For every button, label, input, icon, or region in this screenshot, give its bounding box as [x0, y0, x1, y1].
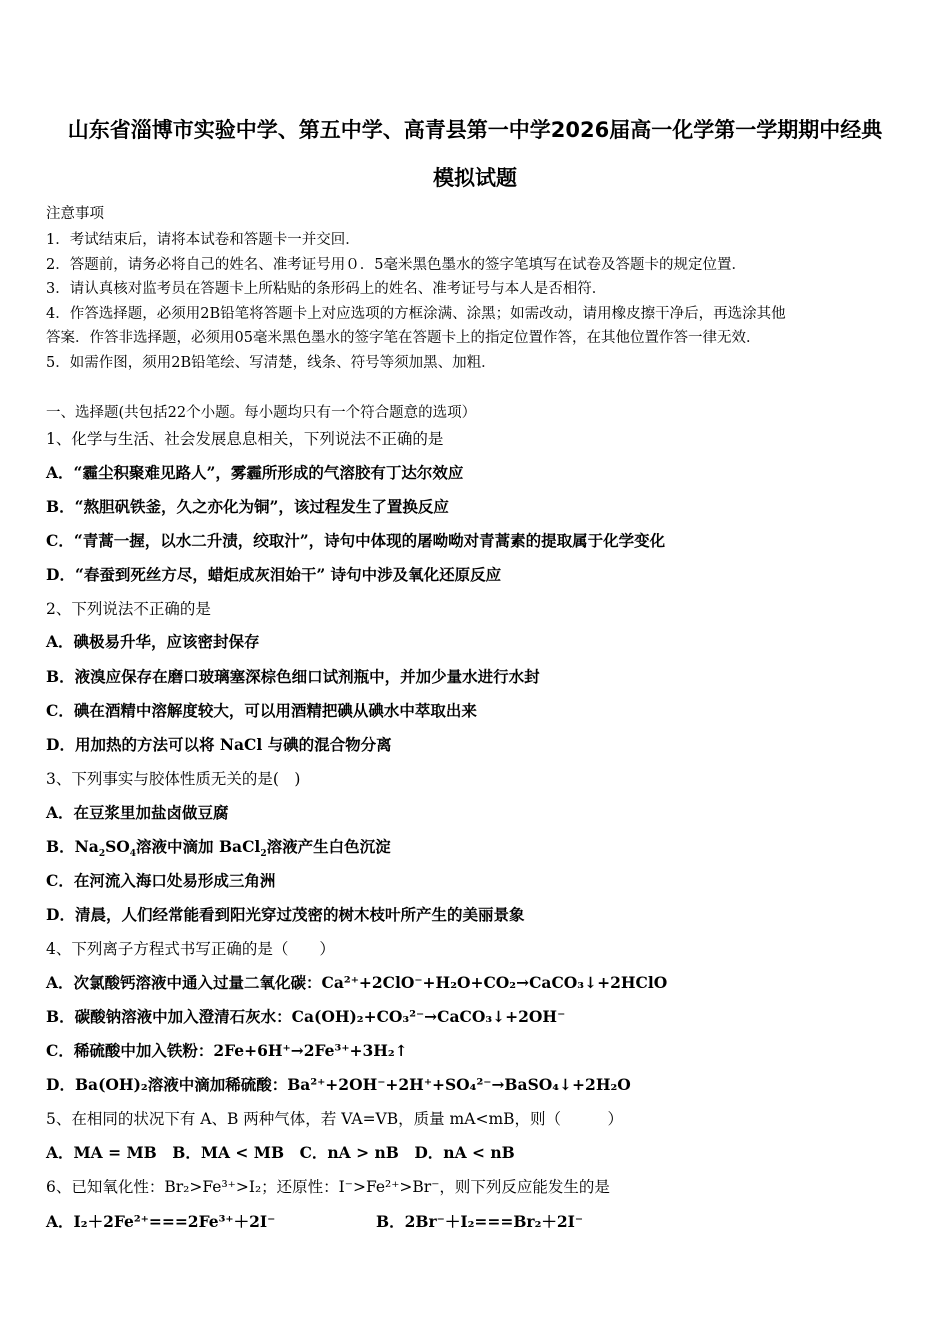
notice-item-5: 5．如需作图，须用2B铅笔绘、写清楚，线条、符号等须加黑、加粗． — [46, 355, 496, 371]
q2-option-a: A．碘极易升华，应该密封保存 — [46, 632, 260, 651]
q2-option-c: C．碘在酒精中溶解度较大，可以用酒精把碘从碘水中萃取出来 — [46, 701, 477, 720]
q2-stem: 2、下列说法不正确的是 — [46, 600, 211, 618]
q3-stem: 3、下列事实与胶体性质无关的是( ) — [46, 770, 301, 788]
q3-option-d: D．清晨，人们经常能看到阳光穿过茂密的树木枝叶所产生的美丽景象 — [46, 905, 525, 924]
notice-heading: 注意事项 — [46, 206, 104, 222]
q6-option-b: B．2Br⁻＋I₂===Br₂＋2I⁻ — [376, 1212, 584, 1231]
q4-option-d: D．Ba(OH)₂溶液中滴加稀硫酸：Ba²⁺+2OH⁻+2H⁺+SO₄²⁻→BaSO₄↓+2H₂O — [46, 1075, 631, 1094]
notice-item-4-cont: 答案．作答非选择题，必须用05毫米黑色墨水的签字笔在答题卡上的指定位置作答，在其他位置作答一律无效． — [46, 330, 761, 346]
q1-option-c: C．“青蒿一握，以水二升渍，绞取汁”，诗句中体现的屠呦呦对青蒿素的提取属于化学变化 — [46, 531, 666, 550]
q5-stem: 5、在相同的状况下有 A、B 两种气体，若 VA=VB，质量 mA<mB，则（ ） — [46, 1110, 624, 1128]
q6-option-a: A．I₂＋2Fe²⁺===2Fe³⁺＋2I⁻ — [46, 1212, 276, 1231]
notice-item-4: 4．作答选择题，必须用2B铅笔将答题卡上对应选项的方框涂满、涂黑；如需改动，请用橡皮擦干净后，再选涂其他 — [46, 306, 786, 322]
page-title-line2: 模拟试题 — [433, 166, 517, 190]
q4-stem: 4、下列离子方程式书写正确的是（ ） — [46, 940, 335, 958]
page-title-line1: 山东省淄博市实验中学、第五中学、高青县第一中学2026届高一化学第一学期期中经典 — [67, 118, 883, 142]
q6-stem: 6、已知氧化性：Br₂>Fe³⁺>I₂；还原性：I⁻>Fe²⁺>Br⁻，则下列反应能发生的是 — [46, 1178, 610, 1196]
q2-option-b: B．液溴应保存在磨口玻璃塞深棕色细口试剂瓶中，并加少量水进行水封 — [46, 667, 540, 686]
notice-item-3: 3．请认真核对监考员在答题卡上所粘贴的条形码上的姓名、准考证号与本人是否相符． — [46, 281, 607, 297]
q3-option-c: C．在河流入海口处易形成三角洲 — [46, 871, 276, 890]
q1-option-b: B．“熬胆矾铁釜，久之亦化为铜”，该过程发生了置换反应 — [46, 497, 449, 516]
q2-option-d: D．用加热的方法可以将 NaCl 与碘的混合物分离 — [46, 735, 392, 754]
q5-options: A．MA = MB B．MA < MB C．nA > nB D．nA < nB — [46, 1143, 515, 1162]
notice-item-1: 1．考试结束后，请将本试卷和答题卡一并交回． — [46, 232, 360, 248]
q1-option-a: A．“霾尘积聚难见路人”，雾霾所形成的气溶胶有丁达尔效应 — [46, 463, 464, 482]
q3-option-b: B．$Na_2SO_4$溶液中滴加 BaCl$_2$溶液产生白色沉淀 — [46, 837, 391, 860]
q4-option-a: A．次氯酸钙溶液中通入过量二氧化碳：Ca²⁺+2ClO⁻+H₂O+CO₂→CaCO₃↓+2HClO — [46, 973, 668, 992]
section-heading: 一、选择题(共包括22个小题。每小题均只有一个符合题意的选项） — [46, 405, 477, 421]
q4-option-b: B．碳酸钠溶液中加入澄清石灰水：Ca(OH)₂+CO₃²⁻→CaCO₃↓+2OH⁻ — [46, 1007, 566, 1026]
q1-option-d: D．“春蚕到死丝方尽，蜡炬成灰泪始干” 诗句中涉及氧化还原反应 — [46, 565, 502, 584]
q3-option-a: A．在豆浆里加盐卤做豆腐 — [46, 803, 229, 822]
q4-option-c: C．稀硫酸中加入铁粉：2Fe+6H⁺→2Fe³⁺+3H₂↑ — [46, 1041, 408, 1060]
q1-stem: 1、化学与生活、社会发展息息相关，下列说法不正确的是 — [46, 430, 444, 448]
notice-item-2: 2．答题前，请务必将自己的姓名、准考证号用０．5毫米黑色墨水的签字笔填写在试卷及答题卡的规定位置． — [46, 257, 746, 273]
